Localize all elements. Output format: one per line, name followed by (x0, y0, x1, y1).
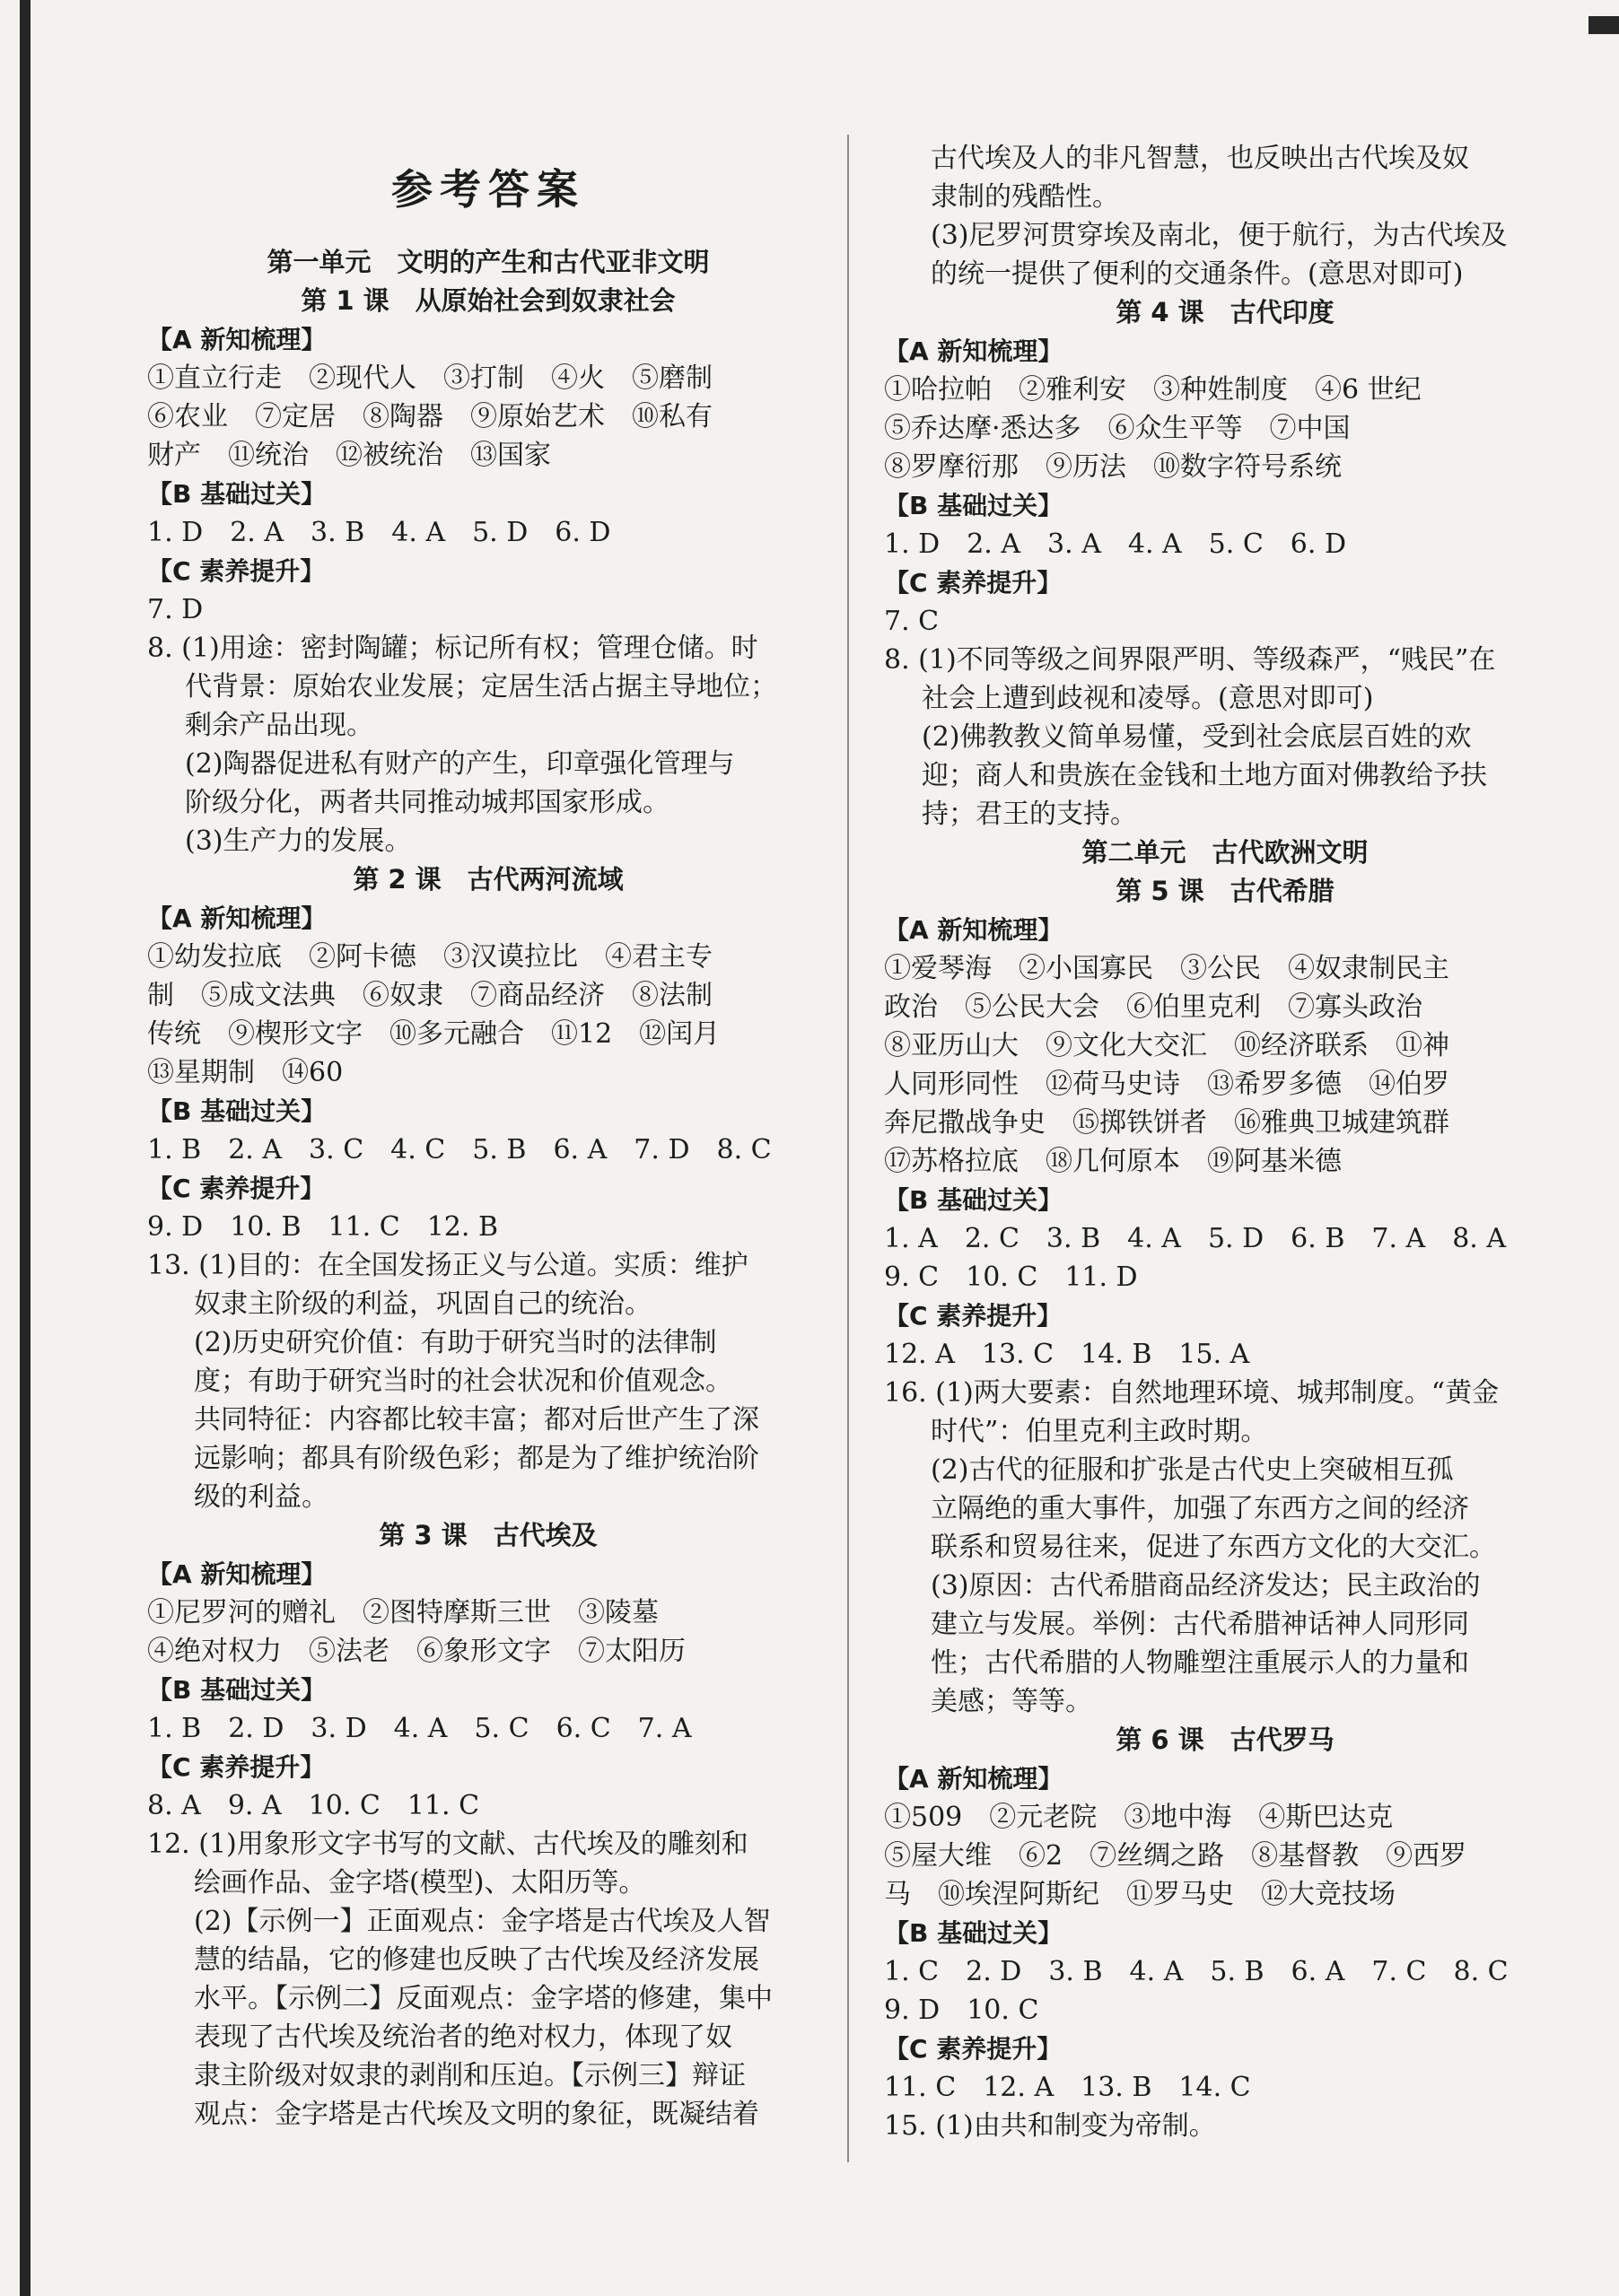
lesson-title: 第 5 课 古代希腊 (1116, 876, 1335, 906)
answer-line: 水平。【示例二】反面观点：金字塔的修建，集中 (194, 1983, 773, 2014)
answer-line: ①哈拉帕 ②雅利安 ③种姓制度 ④6 世纪 (884, 374, 1422, 406)
section-heading: 【C 素养提升】 (884, 2034, 1063, 2064)
section-heading: 【A 新知梳理】 (147, 325, 327, 354)
section-heading: 【C 素养提升】 (884, 1301, 1063, 1331)
lesson-title: 第 2 课 古代两河流域 (353, 864, 624, 895)
answer-line: (3)尼罗河贯穿埃及南北，便于航行，为古代埃及 (931, 220, 1508, 251)
answer-line: ①尼罗河的赠礼 ②图特摩斯三世 ③陵墓 (147, 1597, 659, 1628)
column-divider (847, 135, 849, 2162)
left-column (147, 0, 829, 2134)
lesson-title: 第 1 课 从原始社会到奴隶社会 (301, 285, 676, 316)
answer-line: ①幼发拉底 ②阿卡德 ③汉谟拉比 ④君主专 (147, 941, 713, 973)
answer-line: 时代”：伯里克利主政时期。 (931, 1416, 1268, 1447)
answer-line: 政治 ⑤公民大会 ⑥伯里克利 ⑦寡头政治 (884, 991, 1422, 1023)
section-heading: 【B 基础过关】 (884, 491, 1063, 520)
section-heading: 【A 新知梳理】 (884, 1764, 1063, 1794)
right-column (884, 0, 1566, 2145)
answer-line: 传统 ⑨楔形文字 ⑩多元融合 ⑪12 ⑫闰月 (147, 1018, 721, 1050)
answer-line: 美感；等等。 (931, 1686, 1092, 1717)
answer-line: 剩余产品出现。 (185, 710, 373, 741)
answer-line: ⑥农业 ⑦定居 ⑧陶器 ⑨原始艺术 ⑩私有 (147, 401, 713, 432)
answer-line: 的统一提供了便利的交通条件。(意思对即可) (931, 258, 1464, 290)
answer-line: (2)历史研究价值：有助于研究当时的法律制 (194, 1327, 717, 1358)
answer-line: 11. C 12. A 13. B 14. C (884, 2072, 1251, 2103)
answer-line: 1. D 2. A 3. A 4. A 5. C 6. D (884, 528, 1347, 560)
answer-line: 8. (1)用途：密封陶罐；标记所有权；管理仓储。时 (147, 633, 758, 664)
lesson-title: 第 4 课 古代印度 (1116, 297, 1335, 327)
answer-line: 1. D 2. A 3. B 4. A 5. D 6. D (147, 517, 611, 548)
answer-line: (2)陶器促进私有财产的产生，印章强化管理与 (185, 748, 735, 780)
answer-line: 1. A 2. C 3. B 4. A 5. D 6. B 7. A 8. A (884, 1223, 1507, 1254)
answer-line: ④绝对权力 ⑤法老 ⑥象形文字 ⑦太阳历 (147, 1636, 686, 1667)
answer-line: 阶级分化，两者共同推动城邦国家形成。 (185, 787, 669, 818)
right-column-content (884, 139, 1566, 2145)
answer-line: 代背景：原始农业发展；定居生活占据主导地位； (185, 671, 777, 703)
left-column-content (147, 243, 829, 2134)
answer-line: 15. (1)由共和制变为帝制。 (884, 2110, 1216, 2142)
section-heading: 【B 基础过关】 (147, 1096, 327, 1126)
answer-line: 表现了古代埃及统治者的绝对权力，体现了奴 (194, 2021, 732, 2053)
answer-line: 7. C (884, 606, 940, 637)
answer-line: 联系和贸易往来，促进了东西方文化的大交汇。 (931, 1532, 1496, 1563)
answer-line: 1. B 2. D 3. D 4. A 5. C 6. C 7. A (147, 1713, 692, 1744)
answer-line: 1. B 2. A 3. C 4. C 5. B 6. A 7. D 8. C (147, 1134, 772, 1165)
answer-line: ⑤屋大维 ⑥2 ⑦丝绸之路 ⑧基督教 ⑨西罗 (884, 1840, 1467, 1872)
answer-line: 建立与发展。举例：古代希腊神话神人同形同 (931, 1609, 1469, 1640)
answer-line: 观点：金字塔是古代埃及文明的象征，既凝结着 (194, 2099, 759, 2130)
answer-line: ⑤乔达摩·悉达多 ⑥众生平等 ⑦中国 (884, 413, 1351, 444)
answer-line: ⑬星期制 ⑭60 (147, 1057, 344, 1088)
section-heading: 【B 基础过关】 (147, 1675, 327, 1705)
answer-line: ①509 ②元老院 ③地中海 ④斯巴达克 (884, 1802, 1394, 1833)
answer-line: 级的利益。 (194, 1481, 328, 1513)
answer-line: 12. A 13. C 14. B 15. A (884, 1339, 1250, 1370)
lesson-title: 第 6 课 古代罗马 (1116, 1724, 1335, 1755)
answer-line: 持；君王的支持。 (922, 799, 1137, 830)
answer-line: 隶制的残酷性。 (931, 181, 1119, 213)
section-heading: 【B 基础过关】 (884, 1918, 1063, 1948)
page-edge-bar (20, 0, 31, 2296)
answer-line: 迎；商人和贵族在金钱和土地方面对佛教给予扶 (922, 760, 1487, 791)
answer-line: (2)佛教教义简单易懂，受到社会底层百姓的欢 (922, 721, 1472, 753)
section-heading: 【C 素养提升】 (147, 1174, 326, 1203)
section-heading: 【C 素养提升】 (884, 568, 1063, 598)
section-heading: 【A 新知梳理】 (884, 915, 1063, 945)
section-heading: 【C 素养提升】 (147, 1752, 326, 1782)
section-heading: 【B 基础过关】 (884, 1185, 1063, 1215)
answer-line: 8. (1)不同等级之间界限严明、等级森严，“贱民”在 (884, 644, 1496, 676)
page-title: 参考答案 (391, 165, 585, 214)
answer-line: 隶主阶级对奴隶的剥削和压迫。【示例三】辩证 (194, 2060, 746, 2091)
answer-line: ⑧罗摩衍那 ⑨历法 ⑩数字符号系统 (884, 451, 1342, 483)
unit-title: 第一单元 文明的产生和古代亚非文明 (267, 247, 710, 277)
answer-line: 12. (1)用象形文字书写的文献、古代埃及的雕刻和 (147, 1829, 748, 1860)
section-heading: 【A 新知梳理】 (147, 1559, 327, 1589)
answer-line: (2)古代的征服和扩张是古代史上突破相互孤 (931, 1454, 1454, 1486)
section-heading: 【A 新知梳理】 (147, 904, 327, 933)
answer-line: 人同形同性 ⑫荷马史诗 ⑬希罗多德 ⑭伯罗 (884, 1069, 1449, 1100)
answer-line: (2)【示例一】正面观点：金字塔是古代埃及人智 (194, 1906, 771, 1937)
answer-line: 8. A 9. A 10. C 11. C (147, 1790, 480, 1821)
answer-line: ⑧亚历山大 ⑨文化大交汇 ⑩经济联系 ⑪神 (884, 1030, 1449, 1061)
section-heading: 【C 素养提升】 (147, 556, 326, 586)
section-heading: 【B 基础过关】 (147, 479, 327, 509)
answer-line: 共同特征：内容都比较丰富；都对后世产生了深 (194, 1404, 759, 1436)
answer-line: ①直立行走 ②现代人 ③打制 ④火 ⑤磨制 (147, 362, 713, 394)
answer-line: 制 ⑤成文法典 ⑥奴隶 ⑦商品经济 ⑧法制 (147, 980, 713, 1011)
answer-line: 9. C 10. C 11. D (884, 1261, 1138, 1293)
answer-line: 奔尼撒战争史 ⑮掷铁饼者 ⑯雅典卫城建筑群 (884, 1107, 1449, 1139)
corner-mark (1588, 16, 1619, 34)
answer-line: 9. D 10. C (884, 1995, 1039, 2026)
answer-line: (3)生产力的发展。 (185, 825, 412, 857)
answer-line: 奴隶主阶级的利益，巩固自己的统治。 (194, 1288, 652, 1320)
answer-line: 远影响；都具有阶级色彩；都是为了维护统治阶 (194, 1443, 759, 1474)
answer-line: 慧的结晶，它的修建也反映了古代埃及经济发展 (194, 1944, 759, 1976)
answer-line: 1. C 2. D 3. B 4. A 5. B 6. A 7. C 8. C (884, 1956, 1509, 1987)
answer-line: 度；有助于研究当时的社会状况和价值观念。 (194, 1366, 732, 1397)
answer-line: 性；古代希腊的人物雕塑注重展示人的力量和 (931, 1647, 1469, 1679)
unit-title: 第二单元 古代欧洲文明 (1081, 837, 1369, 868)
answer-line: 社会上遭到歧视和凌辱。(意思对即可) (922, 683, 1374, 714)
answer-line: ⑰苏格拉底 ⑱几何原本 ⑲阿基米德 (884, 1146, 1342, 1177)
answer-line: ①爱琴海 ②小国寡民 ③公民 ④奴隶制民主 (884, 953, 1449, 984)
answer-line: (3)原因：古代希腊商品经济发达；民主政治的 (931, 1570, 1481, 1602)
answer-line: 16. (1)两大要素：自然地理环境、城邦制度。“黄金 (884, 1377, 1500, 1409)
answer-line: 财产 ⑪统治 ⑫被统治 ⑬国家 (147, 440, 551, 471)
answer-line: 绘画作品、金字塔(模型)、太阳历等。 (194, 1867, 646, 1899)
answer-line: 13. (1)目的：在全国发扬正义与公道。实质：维护 (147, 1250, 748, 1281)
lesson-title: 第 3 课 古代埃及 (379, 1520, 598, 1550)
answer-line: 7. D (147, 594, 204, 625)
section-heading: 【A 新知梳理】 (884, 336, 1063, 366)
answer-line: 9. D 10. B 11. C 12. B (147, 1211, 498, 1243)
answer-line: 古代埃及人的非凡智慧，也反映出古代埃及奴 (931, 143, 1469, 174)
answer-line: 马 ⑩埃涅阿斯纪 ⑪罗马史 ⑫大竞技场 (884, 1879, 1396, 1910)
answer-line: 立隔绝的重大事件，加强了东西方之间的经济 (931, 1493, 1469, 1524)
